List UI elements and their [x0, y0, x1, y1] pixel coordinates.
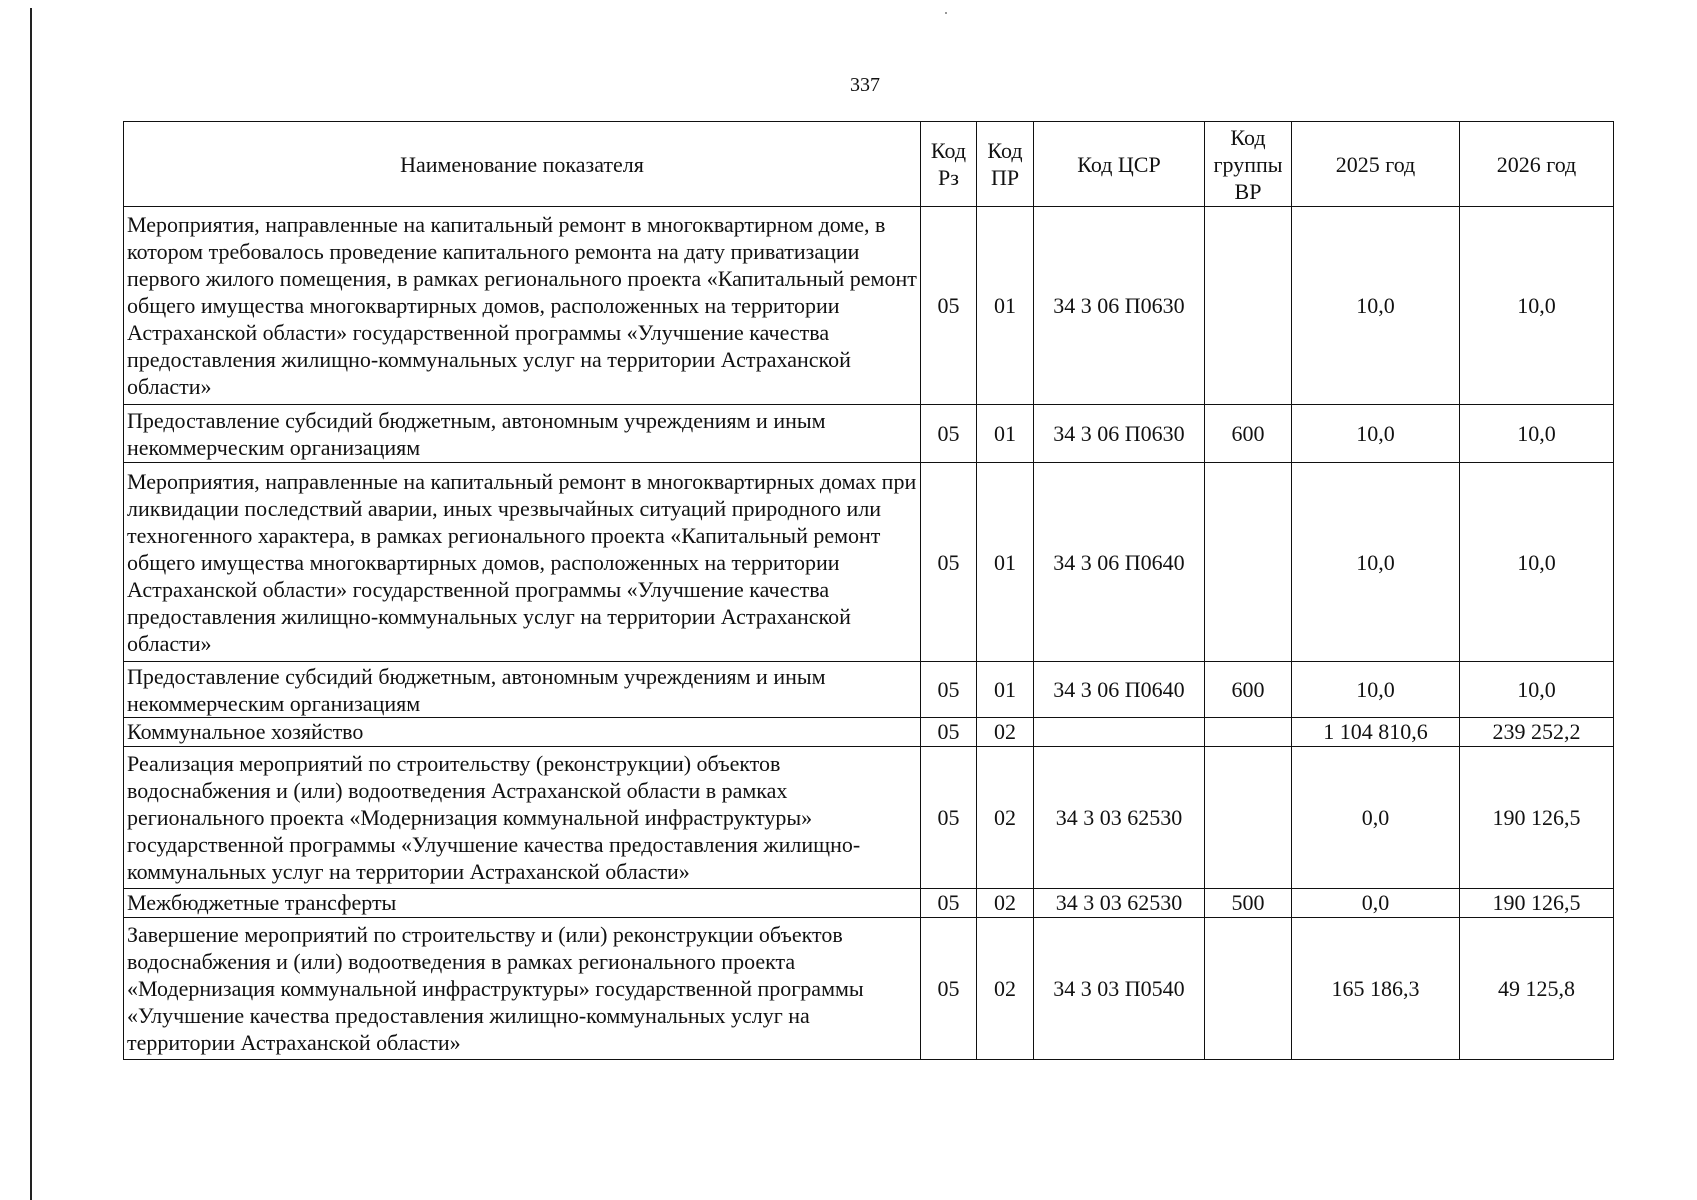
- row-pr: 01: [977, 405, 1034, 463]
- row-csr: 34 3 03 П0540: [1034, 918, 1205, 1060]
- table-row: [124, 718, 1614, 747]
- row-vr: 600: [1205, 405, 1292, 463]
- row-rz: 05: [921, 889, 977, 918]
- row-2026: 190 126,5: [1460, 889, 1614, 918]
- row-2025: 0,0: [1292, 889, 1460, 918]
- row-vr: [1205, 918, 1292, 1060]
- row-vr: 600: [1205, 662, 1292, 718]
- header-2026: 2026 год: [1460, 122, 1614, 207]
- row-pr: 02: [977, 889, 1034, 918]
- row-2025: 10,0: [1292, 662, 1460, 718]
- row-name: Межбюджетные трансферты: [124, 889, 921, 918]
- row-rz: 05: [921, 463, 977, 662]
- header-name: Наименование показателя: [124, 122, 921, 207]
- row-2025: 10,0: [1292, 405, 1460, 463]
- row-vr: [1205, 747, 1292, 889]
- row-rz: 05: [921, 747, 977, 889]
- row-name: Мероприятия, направленные на капитальный ремонт в многоквартирном доме, в котором требовалось проведение капитального ремонта на дату приватизации первого жилого помещения, в рамках регионального проекта «Капитальный ремонт общего имущества многоквартирных домов, расположенных на территории Астраханской области» государственной программы «Улучшение качества предоставления жилищно-коммунальных услуг на территории Астраханской области»: [124, 207, 921, 405]
- row-vr: [1205, 718, 1292, 747]
- row-2025: 10,0: [1292, 207, 1460, 405]
- row-name: Мероприятия, направленные на капитальный ремонт в многоквартирных домах при ликвидации последствий аварии, иных чрезвычайных ситуаций природного или техногенного характера, в рамках регионального проекта «Капитальный ремонт общего имущества многоквартирных домов, расположенных на территории Астраханской области» государственной программы «Улучшение качества предоставления жилищно-коммунальных услуг на территории Астраханской области»: [124, 463, 921, 662]
- row-2026: 10,0: [1460, 463, 1614, 662]
- table-row: [124, 747, 1614, 889]
- row-pr: 01: [977, 662, 1034, 718]
- row-2026: 190 126,5: [1460, 747, 1614, 889]
- row-name: Предоставление субсидий бюджетным, автономным учреждениям и иным некоммерческим организациям: [124, 662, 921, 718]
- row-csr: 34 3 06 П0640: [1034, 662, 1205, 718]
- row-rz: 05: [921, 405, 977, 463]
- row-name: Реализация мероприятий по строительству (реконструкции) объектов водоснабжения и (или) водоотведения Астраханской области в рамках регионального проекта «Модернизация коммунальной инфраструктуры» государственной программы «Улучшение качества предоставления жилищно-коммунальных услуг на территории Астраханской области»: [124, 747, 921, 889]
- row-csr: 34 3 06 П0630: [1034, 207, 1205, 405]
- row-pr: 01: [977, 207, 1034, 405]
- row-name: Предоставление субсидий бюджетным, автономным учреждениям и иным некоммерческим организациям: [124, 405, 921, 463]
- row-2025: 0,0: [1292, 747, 1460, 889]
- row-pr: 01: [977, 463, 1034, 662]
- row-rz: 05: [921, 718, 977, 747]
- table-row: [124, 463, 1614, 662]
- row-vr: [1205, 463, 1292, 662]
- header-pr: Код ПР: [977, 122, 1034, 207]
- row-csr: 34 3 03 62530: [1034, 747, 1205, 889]
- row-csr: [1034, 718, 1205, 747]
- row-2026: 10,0: [1460, 405, 1614, 463]
- budget-table: [123, 121, 1614, 1060]
- row-vr: [1205, 207, 1292, 405]
- row-csr: 34 3 06 П0640: [1034, 463, 1205, 662]
- row-2026: 10,0: [1460, 207, 1614, 405]
- table-row: [124, 889, 1614, 918]
- row-pr: 02: [977, 918, 1034, 1060]
- table-row: [124, 405, 1614, 463]
- row-2026: 49 125,8: [1460, 918, 1614, 1060]
- table-row: [124, 207, 1614, 405]
- header-2025: 2025 год: [1292, 122, 1460, 207]
- table-header-row: [124, 122, 1614, 207]
- row-name: Завершение мероприятий по строительству и (или) реконструкции объектов водоснабжения и (или) водоотведения в рамках регионального проекта «Модернизация коммунальной инфраструктуры» государственной программы «Улучшение качества предоставления жилищно-коммунальных услуг на территории Астраханской области»: [124, 918, 921, 1060]
- row-2025: 165 186,3: [1292, 918, 1460, 1060]
- row-rz: 05: [921, 662, 977, 718]
- row-pr: 02: [977, 747, 1034, 889]
- row-2026: 239 252,2: [1460, 718, 1614, 747]
- table-row: [124, 662, 1614, 718]
- row-2025: 10,0: [1292, 463, 1460, 662]
- row-rz: 05: [921, 918, 977, 1060]
- page-number: 337: [850, 74, 880, 96]
- row-csr: 34 3 06 П0630: [1034, 405, 1205, 463]
- row-vr: 500: [1205, 889, 1292, 918]
- row-csr: 34 3 03 62530: [1034, 889, 1205, 918]
- header-csr: Код ЦСР: [1034, 122, 1205, 207]
- header-rz: Код Рз: [921, 122, 977, 207]
- row-name: Коммунальное хозяйство: [124, 718, 921, 747]
- scan-edge-line: [30, 8, 32, 1200]
- row-2025: 1 104 810,6: [1292, 718, 1460, 747]
- row-pr: 02: [977, 718, 1034, 747]
- scan-speck: [945, 12, 947, 14]
- table-row: [124, 918, 1614, 1060]
- row-rz: 05: [921, 207, 977, 405]
- header-vr: Код группы ВР: [1205, 122, 1292, 207]
- row-2026: 10,0: [1460, 662, 1614, 718]
